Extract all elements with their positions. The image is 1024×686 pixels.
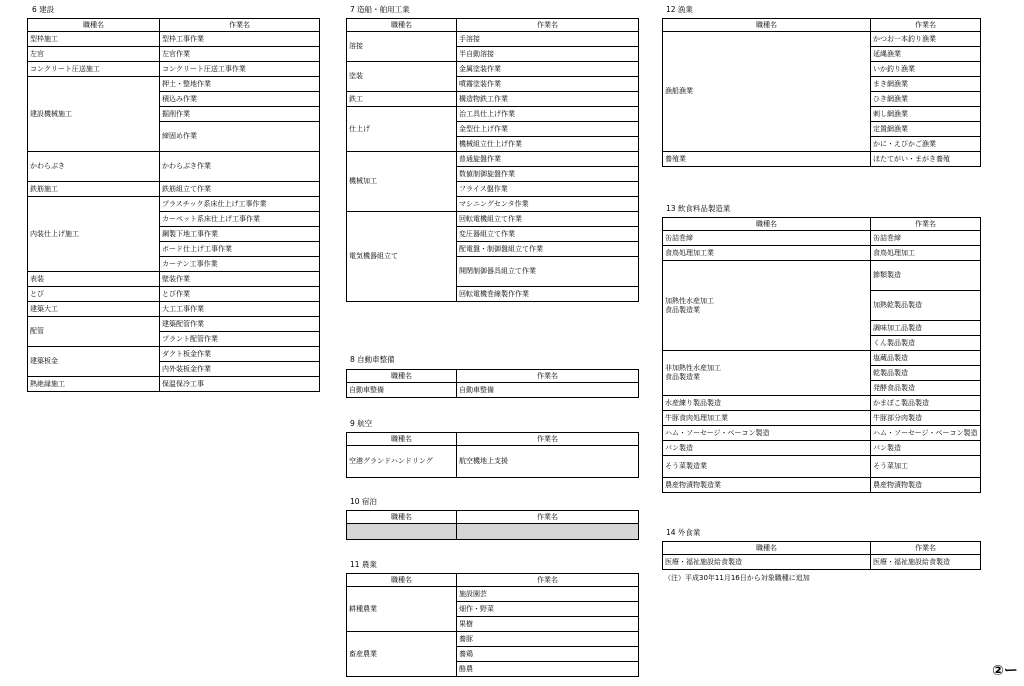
work-name-cell: 保温保冷工事	[160, 377, 320, 392]
work-name-cell: いか釣り漁業	[871, 62, 981, 77]
job-name-cell: 耕種農業	[347, 587, 457, 632]
work-name-cell: 缶詰巻締	[871, 231, 981, 246]
section-title-construction: 6 建設	[32, 5, 55, 14]
table-auto-maintenance	[346, 369, 639, 398]
job-name-cell: 建設機械施工	[28, 77, 160, 152]
work-name-cell: 普通旋盤作業	[457, 152, 639, 167]
header-job: 職種名	[347, 433, 457, 446]
job-name-cell: 漁船漁業	[663, 32, 871, 152]
work-name-cell: 手溶接	[457, 32, 639, 47]
header-work: 作業名	[457, 511, 639, 524]
work-name-cell: 金属塗装作業	[457, 62, 639, 77]
header-work: 作業名	[457, 433, 639, 446]
table-row	[28, 377, 320, 392]
job-name-cell: 医療・福祉施設給食製造	[663, 555, 871, 570]
header-job: 職種名	[663, 542, 871, 555]
work-name-cell: 刺し網漁業	[871, 107, 981, 122]
work-name-cell: プラスチック系床仕上げ工事作業	[160, 197, 320, 212]
job-name-cell: 建築板金	[28, 347, 160, 377]
job-name-cell: 非加熱性水産加工 食品製造業	[663, 351, 871, 396]
work-name-cell: 鋼製下地工事作業	[160, 227, 320, 242]
table-row	[347, 92, 639, 107]
section-title-lodging: 10 宿泊	[350, 497, 377, 506]
work-name-cell: 数値制御旋盤作業	[457, 167, 639, 182]
job-name-cell: 型枠施工	[28, 32, 160, 47]
work-name-cell: かわらぶき作業	[160, 152, 320, 182]
page-number: ②ー	[992, 663, 1018, 679]
table-row	[663, 426, 981, 441]
work-name-cell: 開閉制御器具組立て作業	[457, 257, 639, 287]
work-name-cell: 節類製造	[871, 261, 981, 291]
job-name-cell: そう菜製造業	[663, 456, 871, 478]
work-name-cell: 変圧器組立て作業	[457, 227, 639, 242]
job-name-cell: 塗装	[347, 62, 457, 92]
table-row	[28, 197, 320, 212]
work-name-cell: 押土・整地作業	[160, 77, 320, 92]
work-name-cell: 噴霧塗装作業	[457, 77, 639, 92]
work-name-cell: ボード仕上げ工事作業	[160, 242, 320, 257]
work-name-cell: ダクト板金作業	[160, 347, 320, 362]
section-title-shipbuilding: 7 造船・舶用工業	[350, 5, 410, 14]
work-name-cell: 養豚	[457, 632, 639, 647]
job-name-cell: 配管	[28, 317, 160, 347]
work-name-cell: かまぼこ製品製造	[871, 396, 981, 411]
table-row	[347, 632, 639, 647]
section-title-food-service: 14 外食業	[666, 528, 701, 537]
job-name-cell: コンクリート圧送施工	[28, 62, 160, 77]
work-name-cell: 配電盤・制御盤組立て作業	[457, 242, 639, 257]
work-name-cell: 回転電機巻線製作作業	[457, 287, 639, 302]
work-name-cell: 医療・福祉施設給食製造	[871, 555, 981, 570]
work-name-cell: 果樹	[457, 617, 639, 632]
table-row	[663, 396, 981, 411]
job-name-cell: 左官	[28, 47, 160, 62]
job-name-cell: 食鳥処理加工業	[663, 246, 871, 261]
work-name-cell: 壁装作業	[160, 272, 320, 287]
work-name-cell: ほたてがい・まがき養殖	[871, 152, 981, 167]
header-job: 職種名	[347, 574, 457, 587]
work-name-cell: 治工具仕上げ作業	[457, 107, 639, 122]
section-title-aviation: 9 航空	[350, 419, 373, 428]
work-name-cell: マシニングセンタ作業	[457, 197, 639, 212]
table-construction	[27, 18, 320, 392]
job-name-cell: 空港グランドハンドリング	[347, 446, 457, 478]
table-row	[347, 107, 639, 122]
work-name-cell: 半自動溶接	[457, 47, 639, 62]
table-row	[663, 555, 981, 570]
table-row	[347, 32, 639, 47]
table-row	[663, 152, 981, 167]
header-job: 職種名	[347, 370, 457, 383]
header-work: 作業名	[457, 370, 639, 383]
header-job: 職種名	[663, 19, 871, 32]
job-name-cell: 農産物漬物製造業	[663, 478, 871, 493]
header-job: 職種名	[347, 19, 457, 32]
job-name-cell: 機械加工	[347, 152, 457, 212]
work-name-cell: 調味加工品製造	[871, 321, 981, 336]
header-work: 作業名	[871, 218, 981, 231]
table-row	[663, 32, 981, 47]
table-row	[28, 152, 320, 182]
job-name-cell: 自動車整備	[347, 383, 457, 398]
work-name-cell: 機械組立仕上げ作業	[457, 137, 639, 152]
job-name-cell: 溶接	[347, 32, 457, 62]
work-name-cell: 施設園芸	[457, 587, 639, 602]
work-name-cell: 酪農	[457, 662, 639, 677]
table-row	[663, 246, 981, 261]
work-name-cell: そう菜加工	[871, 456, 981, 478]
job-name-cell: 鉄筋施工	[28, 182, 160, 197]
table-row	[28, 347, 320, 362]
work-name-cell: 大工工事作業	[160, 302, 320, 317]
table-food-manufacturing	[662, 217, 981, 493]
table-row	[28, 302, 320, 317]
header-work: 作業名	[871, 19, 981, 32]
work-name-cell: 左官作業	[160, 47, 320, 62]
table-row	[663, 456, 981, 478]
table-row	[347, 587, 639, 602]
table-row	[663, 441, 981, 456]
job-name-cell: ハム・ソーセージ・ベーコン製造	[663, 426, 871, 441]
table-row	[28, 182, 320, 197]
empty-cell	[457, 524, 639, 540]
work-name-cell: 加熱乾製品製造	[871, 291, 981, 321]
header-job: 職種名	[663, 218, 871, 231]
work-name-cell: かに・えびかご漁業	[871, 137, 981, 152]
work-name-cell: ハム・ソーセージ・ベーコン製造	[871, 426, 981, 441]
work-name-cell: 鉄筋組立て作業	[160, 182, 320, 197]
job-name-cell: 加熱性水産加工 食品製造業	[663, 261, 871, 351]
table-food-service	[662, 541, 981, 570]
job-name-cell: 仕上げ	[347, 107, 457, 152]
work-name-cell: 延縄漁業	[871, 47, 981, 62]
table-row	[28, 272, 320, 287]
work-name-cell: 農産物漬物製造	[871, 478, 981, 493]
work-name-cell: カーテン工事作業	[160, 257, 320, 272]
table-agriculture	[346, 573, 639, 677]
header-work: 作業名	[871, 542, 981, 555]
empty-cell	[347, 524, 457, 540]
table-row	[28, 287, 320, 302]
work-name-cell: 積込み作業	[160, 92, 320, 107]
work-name-cell: まき網漁業	[871, 77, 981, 92]
header-job: 職種名	[347, 511, 457, 524]
work-name-cell: 畑作・野菜	[457, 602, 639, 617]
job-name-cell: 缶詰巻締	[663, 231, 871, 246]
header-work: 作業名	[160, 19, 320, 32]
work-name-cell: 自動車整備	[457, 383, 639, 398]
header-work: 作業名	[457, 574, 639, 587]
work-name-cell: ひき網漁業	[871, 92, 981, 107]
table-row	[347, 383, 639, 398]
job-name-cell: とび	[28, 287, 160, 302]
job-name-cell: 水産練り製品製造	[663, 396, 871, 411]
work-name-cell: 航空機地上支援	[457, 446, 639, 478]
work-name-cell: 構造物鉄工作業	[457, 92, 639, 107]
table-row	[663, 351, 981, 366]
work-name-cell: プラント配管作業	[160, 332, 320, 347]
job-name-cell: 建築大工	[28, 302, 160, 317]
work-name-cell: とび作業	[160, 287, 320, 302]
job-name-cell: 養殖業	[663, 152, 871, 167]
work-name-cell: かつお一本釣り漁業	[871, 32, 981, 47]
table-row	[28, 77, 320, 92]
job-name-cell: 鉄工	[347, 92, 457, 107]
work-name-cell: 金型仕上げ作業	[457, 122, 639, 137]
work-name-cell: 食鳥処理加工	[871, 246, 981, 261]
work-name-cell: 発酵食品製造	[871, 381, 981, 396]
work-name-cell: 定置網漁業	[871, 122, 981, 137]
table-row	[28, 62, 320, 77]
table-fishery	[662, 18, 981, 167]
table-row	[347, 446, 639, 478]
work-name-cell: カーペット系床仕上げ工事作業	[160, 212, 320, 227]
work-name-cell: 建築配管作業	[160, 317, 320, 332]
job-name-cell: 内装仕上げ施工	[28, 197, 160, 272]
section-title-fishery: 12 漁業	[666, 5, 693, 14]
job-name-cell: 電気機器組立て	[347, 212, 457, 302]
job-name-cell: 畜産農業	[347, 632, 457, 677]
header-job: 職種名	[28, 19, 160, 32]
section-title-food-manufacturing: 13 飲食料品製造業	[666, 204, 731, 213]
table-row	[28, 317, 320, 332]
work-name-cell: 型枠工事作業	[160, 32, 320, 47]
work-name-cell: 内外装板金作業	[160, 362, 320, 377]
work-name-cell: フライス盤作業	[457, 182, 639, 197]
table-shipbuilding	[346, 18, 639, 302]
work-name-cell: くん製品製造	[871, 336, 981, 351]
table-row	[347, 62, 639, 77]
table-row	[663, 261, 981, 291]
table-row	[663, 478, 981, 493]
work-name-cell: コンクリート圧送工事作業	[160, 62, 320, 77]
table-lodging	[346, 510, 639, 540]
footnote: （注）平成30年11月16日から対象職種に追加	[664, 574, 810, 582]
work-name-cell: 締固め作業	[160, 122, 320, 152]
work-name-cell: 養鶏	[457, 647, 639, 662]
job-name-cell: 牛豚食肉処理加工業	[663, 411, 871, 426]
job-name-cell: 表装	[28, 272, 160, 287]
section-title-agriculture: 11 農業	[350, 560, 377, 569]
job-name-cell: パン製造	[663, 441, 871, 456]
work-name-cell: 乾製品製造	[871, 366, 981, 381]
table-row	[347, 212, 639, 227]
job-name-cell: 熱絶縁施工	[28, 377, 160, 392]
table-row	[28, 47, 320, 62]
table-row	[663, 231, 981, 246]
work-name-cell: 回転電機組立て作業	[457, 212, 639, 227]
work-name-cell: 塩蔵品製造	[871, 351, 981, 366]
job-name-cell: かわらぶき	[28, 152, 160, 182]
work-name-cell: 牛豚部分肉製造	[871, 411, 981, 426]
work-name-cell: 掘削作業	[160, 107, 320, 122]
section-title-auto-maintenance: 8 自動車整備	[350, 355, 395, 364]
table-row	[663, 411, 981, 426]
header-work: 作業名	[457, 19, 639, 32]
table-aviation	[346, 432, 639, 478]
work-name-cell: パン製造	[871, 441, 981, 456]
table-row	[347, 152, 639, 167]
table-row	[28, 32, 320, 47]
